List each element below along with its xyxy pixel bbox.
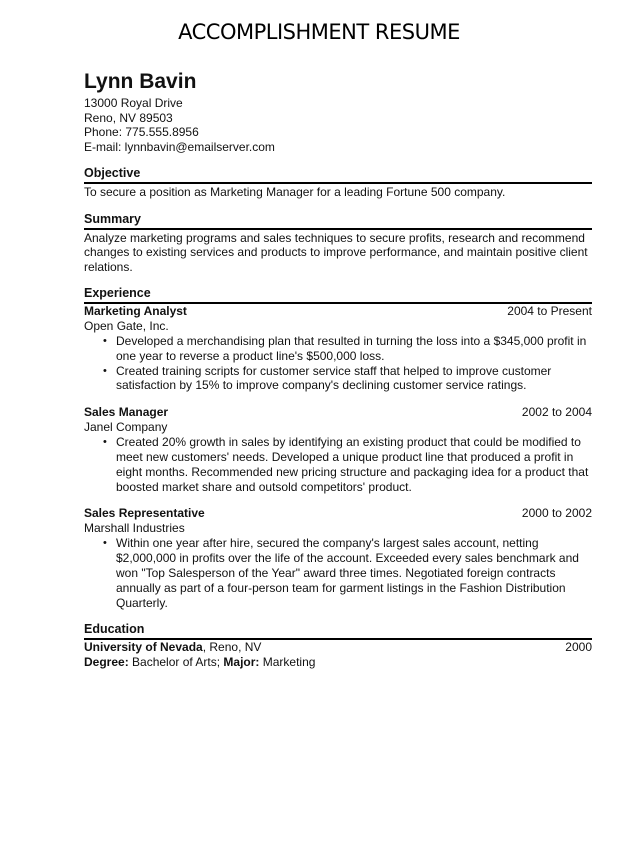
page-heading: ACCOMPLISHMENT RESUME	[178, 20, 460, 44]
phone-line: Phone: 775.555.8956	[84, 125, 199, 139]
job-title: Sales Manager	[84, 405, 169, 420]
school-name: University of Nevada	[84, 640, 203, 655]
job-entry	[84, 405, 592, 494]
degree-line	[84, 655, 592, 670]
objective-section	[84, 166, 592, 200]
summary-title: Summary	[84, 212, 592, 230]
education-section	[84, 622, 592, 669]
education-header	[84, 640, 592, 655]
degree-value: Bachelor of Arts;	[128, 654, 224, 669]
accomplishment-text: Created training scripts for customer service staff that helped to improve customer satisfaction by 15% to improve company's declining customer service ratings.	[116, 363, 552, 393]
degree-label: Degree:	[84, 654, 129, 669]
summary-section	[84, 212, 592, 275]
bullet-icon: •	[103, 364, 107, 377]
job-title: Marketing Analyst	[84, 304, 187, 318]
accomplishment-list	[84, 435, 592, 494]
bullet-icon: •	[103, 335, 107, 347]
education-title: Education	[84, 622, 592, 640]
accomplishment-text: Within one year after hire, secured the company's largest sales account, netting $2,000,000 in profits over the life of the account. Exceeded every sales benchmark and won "Top Salesperson of the Year" award three times. Negotiated foreign contracts annually as part of a four-person team for garment listings in the Fashion Distribution Quarterly.	[116, 536, 579, 610]
accomplishment-item	[103, 536, 592, 610]
company-name: Open Gate, Inc.	[84, 318, 169, 333]
accomplishment-item	[103, 435, 592, 494]
school-location: , Reno, NV	[202, 640, 262, 655]
resume-document	[84, 70, 592, 669]
job-header	[84, 506, 592, 521]
job-title: Sales Representative	[84, 506, 205, 521]
contact-block	[84, 70, 592, 154]
accomplishment-item	[103, 363, 592, 394]
job-header	[84, 405, 592, 420]
accomplishment-list	[84, 334, 592, 393]
job-dates: 2004 to Present	[507, 304, 592, 318]
major-value: Marketing	[259, 654, 316, 669]
major-label: Major:	[223, 654, 260, 669]
experience-section	[84, 286, 592, 610]
job-header	[84, 304, 592, 319]
job-entry	[84, 304, 592, 393]
job-dates: 2002 to 2004	[521, 405, 592, 420]
address-line-2: Reno, NV 89503	[84, 110, 173, 125]
objective-title: Objective	[84, 166, 592, 184]
address-line-1: 13000 Royal Drive	[84, 96, 183, 110]
email-line: E-mail: lynnbavin@emailserver.com	[84, 139, 275, 154]
accomplishment-text: Created 20% growth in sales by identifying an existing product that could be modified to meet new customers' needs. Developed a unique product line that produced a profit in eight months. Recommended new pricing structure and packaging idea for a product that boosted market share and outsold competitors' product.	[116, 435, 589, 494]
school-line	[84, 640, 261, 655]
company-name: Janel Company	[84, 419, 168, 434]
candidate-name: Lynn Bavin	[84, 70, 197, 93]
summary-text: Analyze marketing programs and sales techniques to secure profits, research and recommend changes to existing services and products to improve performance, and maintain positive client relations.	[84, 230, 588, 274]
job-dates: 2000 to 2002	[521, 506, 592, 521]
bullet-icon: •	[103, 537, 107, 550]
company-name: Marshall Industries	[84, 520, 185, 535]
accomplishment-text: Developed a merchandising plan that resulted in turning the loss into a $345,000 profit in one year to reverse a product line's $500,000 loss.	[116, 334, 587, 363]
job-entry	[84, 506, 592, 610]
accomplishment-list	[84, 536, 592, 610]
objective-text: To secure a position as Marketing Manager for a leading Fortune 500 company.	[84, 185, 506, 199]
accomplishment-item	[103, 334, 592, 364]
graduation-year: 2000	[565, 640, 592, 655]
bullet-icon: •	[103, 436, 107, 449]
experience-title: Experience	[84, 286, 592, 304]
